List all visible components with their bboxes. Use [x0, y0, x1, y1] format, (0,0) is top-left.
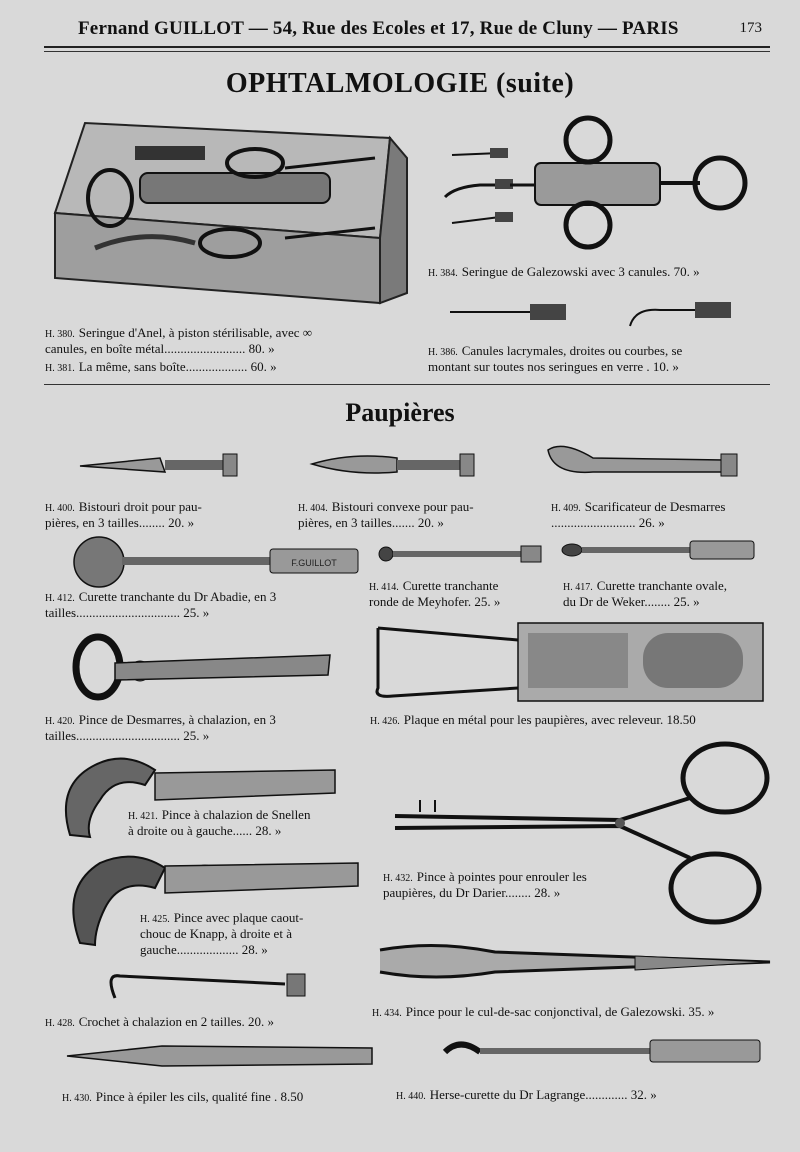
item-386-line1: H. 386. Canules lacrymales, droites ou courbes, se — [428, 343, 683, 358]
page-number: 173 — [739, 20, 762, 36]
header-rule-thin — [44, 51, 770, 52]
section-title-paupieres: Paupières — [345, 398, 455, 427]
item-409-line1: H. 409. Scarificateur de Desmarres — [551, 499, 726, 514]
item-412-line1: H. 412. Curette tranchante du Dr Abadie, en 3 — [45, 589, 277, 604]
item-381: H. 381. La même, sans boîte................... 60. » — [45, 359, 277, 374]
item-404-line1: H. 404. Bistouri convexe pour pau- — [298, 499, 474, 514]
item-409-line2: .......................... 26. » — [551, 515, 665, 530]
item-404-line2: pières, en 3 tailles....... 20. » — [298, 515, 444, 530]
item-428: H. 428. Crochet à chalazion en 2 tailles. 20. » — [45, 1014, 275, 1029]
item-425-line1: H. 425. Pince avec plaque caout- — [140, 910, 304, 925]
syringe-box-illustration — [45, 118, 413, 318]
item-417-line1: H. 417. Curette tranchante ovale, — [563, 578, 728, 593]
galezowski-syringe-illustration — [440, 115, 752, 250]
item-421-line1: H. 421. Pince à chalazion de Snellen — [128, 807, 311, 822]
item-412-line2: tailles................................ 25. » — [45, 605, 210, 620]
curette-abadie-illustration — [72, 535, 362, 590]
maker-mark-text: F.GUILLOT — [291, 558, 337, 568]
section-divider — [44, 384, 770, 385]
item-384: H. 384. Seringue de Galezowski avec 3 canules. 70. » — [428, 264, 700, 279]
item-432-line1: H. 432. Pince à pointes pour enrouler les — [383, 869, 587, 884]
plaque-metal-illustration — [368, 618, 768, 703]
canules-illustration — [450, 298, 740, 328]
page-header: Fernand GUILLOT — 54, Rue des Ecoles et 17, Rue de Cluny — PARIS — [78, 18, 679, 39]
item-414-line2: ronde de Meyhofer. 25. » — [369, 594, 501, 609]
item-440: H. 440. Herse-curette du Dr Lagrange............. 32. » — [396, 1087, 657, 1102]
item-430: H. 430. Pince à épiler les cils, qualité fine . 8.50 — [62, 1089, 304, 1104]
herse-curette-illustration — [440, 1032, 762, 1072]
item-425-line3: gauche................... 28. » — [140, 942, 268, 957]
item-414-line1: H. 414. Curette tranchante — [369, 578, 499, 593]
item-400-line1: H. 400. Bistouri droit pour pau- — [45, 499, 202, 514]
curette-weker-illustration — [560, 538, 758, 564]
pince-epiler-illustration — [62, 1038, 380, 1073]
item-417-line2: du Dr de Weker........ 25. » — [563, 594, 700, 609]
curette-meyhofer-illustration — [378, 543, 546, 565]
item-421-line2: à droite ou à gauche...... 28. » — [128, 823, 282, 838]
item-380-line1: H. 380. Seringue d'Anel, à piston stérilisable, avec ∞ — [45, 325, 313, 340]
item-420-line1: H. 420. Pince de Desmarres, à chalazion, en 3 — [45, 712, 276, 727]
item-380-line2: canules, en boîte métal......................... 80. » — [45, 341, 275, 356]
item-426: H. 426. Plaque en métal pour les paupières, avec releveur. 18.50 — [370, 712, 696, 727]
item-434: H. 434. Pince pour le cul-de-sac conjonctival, de Galezowski. 35. » — [372, 1004, 715, 1019]
item-400-line2: pières, en 3 tailles........ 20. » — [45, 515, 195, 530]
pince-cul-de-sac-illustration — [375, 938, 780, 983]
header-rule — [44, 46, 770, 48]
item-425-line2: chouc de Knapp, à droite et à — [140, 926, 292, 941]
item-420-line2: tailles................................ 25. » — [45, 728, 210, 743]
crochet-chalazion-illustration — [105, 968, 310, 1003]
bistouri-droit-illustration — [80, 450, 240, 480]
pince-desmarres-illustration — [70, 625, 335, 705]
item-432-line2: paupières, du Dr Darier........ 28. » — [383, 885, 561, 900]
bistouri-convexe-illustration — [312, 450, 477, 480]
item-386-line2: montant sur toutes nos seringues en verre . 10. » — [428, 359, 679, 374]
scarificateur-illustration — [543, 440, 741, 485]
section-title-ophtalmologie: OPHTALMOLOGIE (suite) — [225, 68, 575, 99]
